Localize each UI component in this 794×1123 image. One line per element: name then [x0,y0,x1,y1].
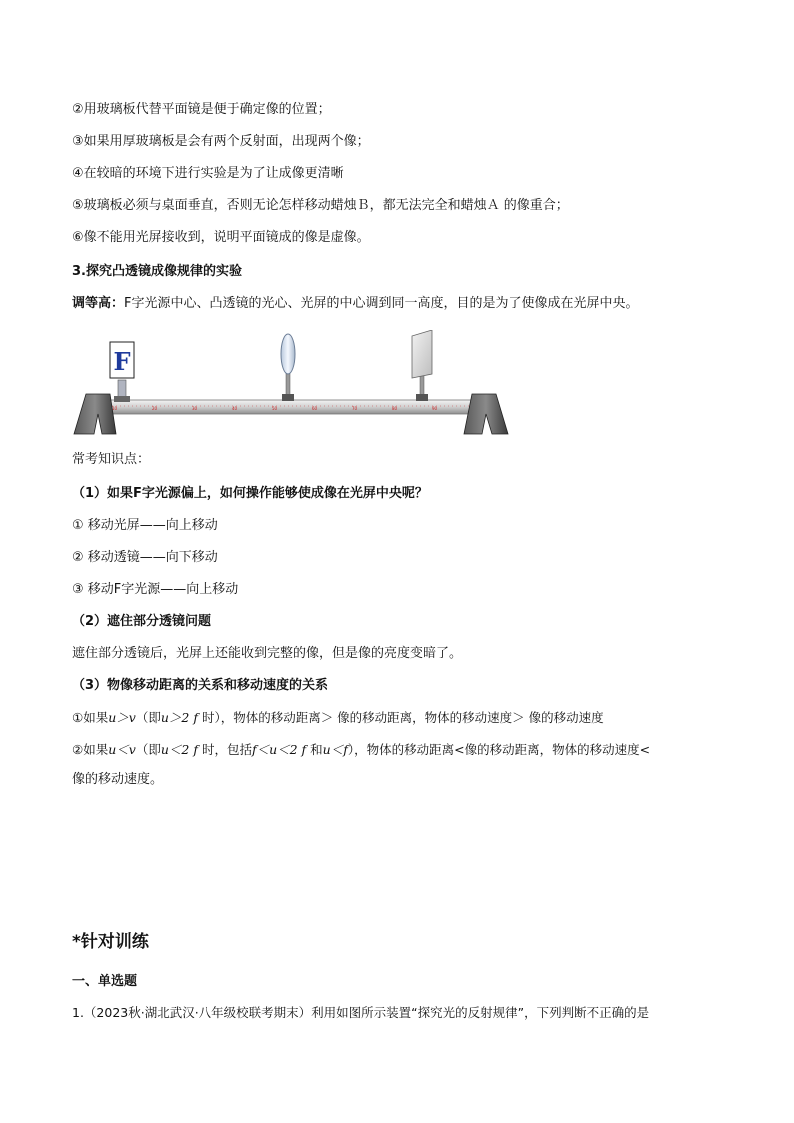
svg-text:30: 30 [192,406,198,411]
math-expression: u＜v [108,742,136,757]
text-line: ②用玻璃板代替平面镜是便于确定像的位置； [72,102,331,117]
svg-text:70: 70 [352,406,358,411]
f-letter: F [113,347,131,376]
question-1: （1）如果F字光源偏上，如何操作能够使成像在光屏中央呢？ [72,486,428,501]
adjust-label: 调等高： [72,296,125,311]
svg-text:10: 10 [112,406,118,411]
answer-line: ③ 移动F字光源——向上移动 [72,582,239,597]
left-stand [74,394,116,434]
svg-text:50: 50 [272,406,278,411]
question-item: 1.（2023秋·湖北武汉·八年级校联考期末）利用如图所示装置“探究光的反射规律”，下列判断不正确的是 [72,1005,650,1020]
svg-text:90: 90 [432,406,438,411]
adjust-text: F字光源中心、凸透镜的光心、光屏的中心调到同一高度，目的是为了使像成在光屏中央。 [124,296,639,311]
svg-text:80: 80 [392,406,398,411]
math-expression: f＜u＜2 f [251,742,307,757]
adjust-paragraph [72,295,639,313]
light-screen [412,330,432,401]
question-3: （3）物像移动距离的关系和移动速度的关系 [72,678,329,693]
training-title: *针对训练 [72,932,149,952]
text-line: ④在较暗的环境下进行实验是为了让成像更清晰 [72,166,344,181]
answer-line: ②如果u＜v（即u＜2 f 时，包括f＜u＜2 f 和u＜f），物体的移动距离<像的移动距离，物体的移动速度< [72,742,651,757]
convex-lens [281,334,295,401]
text-line: ③如果用厚玻璃板是会有两个反射面，出现两个像； [72,134,370,149]
question-2: （2）遮住部分透镜问题 [72,614,212,629]
svg-text:40: 40 [232,406,238,411]
math-expression: u＞2 f [160,710,198,725]
svg-text:60: 60 [312,406,318,411]
math-expression: u＜2 f [160,742,198,757]
optical-rail [92,400,492,414]
knowledge-title: 常考知识点： [72,452,151,467]
svg-text:20: 20 [152,406,158,411]
math-expression: u＜f [322,742,348,757]
section-title: 3.探究凸透镜成像规律的实验 [72,264,242,279]
answer-line: 遮住部分透镜后，光屏上还能收到完整的像，但是像的亮度变暗了。 [72,646,463,661]
right-stand [464,394,508,434]
answer-line: ② 移动透镜——向下移动 [72,550,218,565]
answer-line: ① 移动光屏——向上移动 [72,518,218,533]
text-line: ⑤玻璃板必须与桌面垂直，否则无论怎样移动蜡烛Ｂ，都无法完全和蜡烛Ａ 的像重合； [72,198,569,213]
f-light-source [110,342,134,402]
optical-bench-figure [72,330,512,438]
answer-line: 像的移动速度。 [72,772,164,787]
text-line: ⑥像不能用光屏接收到，说明平面镜成的像是虚像。 [72,230,370,245]
training-subtitle: 一、单选题 [72,974,138,989]
answer-line: ①如果u＞v（即u＞2 f 时），物体的移动距离＞ 像的移动距离，物体的移动速度＞ 像的移动速度 [72,710,604,725]
math-expression: u＞v [108,710,136,725]
